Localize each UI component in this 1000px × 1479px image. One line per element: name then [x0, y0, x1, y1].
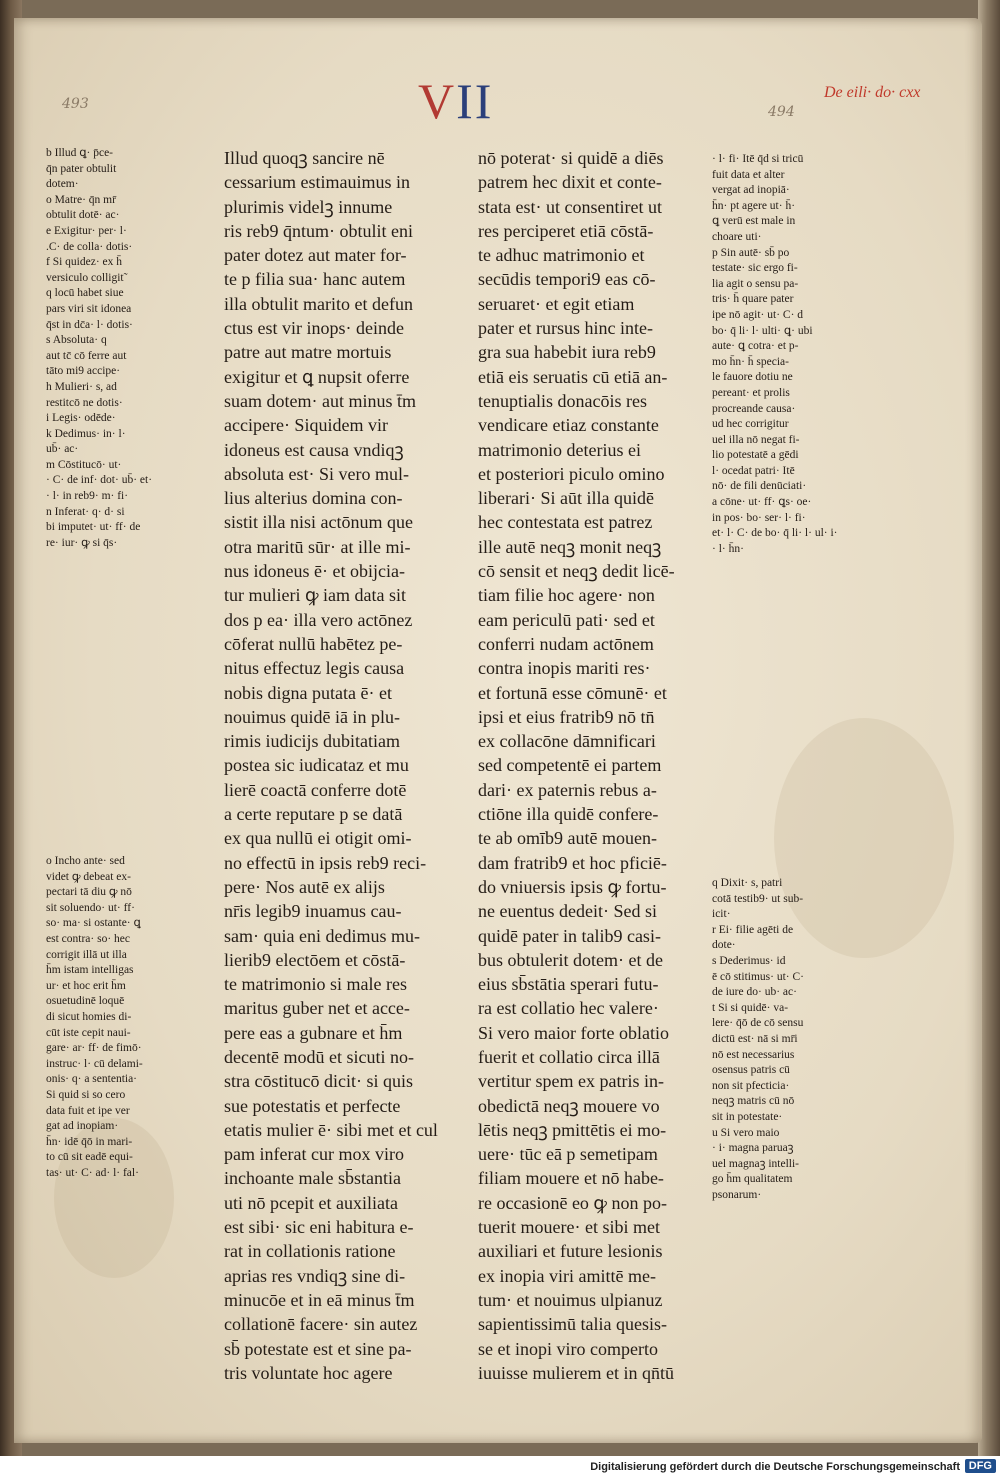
text-line: psonarum· — [712, 1188, 762, 1201]
footer-bar — [0, 1456, 1000, 1479]
text-line: cessarium estimauimus in — [224, 172, 410, 193]
text-line: ē cō stitimus· ut· C· — [712, 970, 804, 983]
text-line: restitcō ne dotis· — [46, 396, 123, 409]
text-line: dotem· — [46, 178, 79, 191]
text-line: t Si si quidē· va- — [712, 1001, 789, 1014]
text-line: gare· ar· ff· de fimō· — [46, 1042, 142, 1055]
text-line: rat in collationis ratione — [224, 1241, 396, 1262]
text-line: ille autē neqꝫ monit neqꝫ — [478, 536, 662, 557]
text-line: nō poterat· si quidē a diēs — [478, 148, 664, 168]
text-line: vergat ad inopiā· — [712, 184, 790, 197]
text-line: aute· ꝗ cotra· et p- — [712, 340, 799, 353]
text-line: h Mulieri· s, ad — [46, 380, 117, 393]
text-line: se et inopi viro comperto — [478, 1338, 658, 1359]
text-line: uti nō pcepit et auxiliata — [224, 1192, 398, 1213]
text-line: choare uti· — [712, 230, 762, 243]
running-head: De eili· do· cxx — [824, 84, 921, 101]
text-line: ex collacōne dāmnificari — [478, 731, 656, 752]
text-line: mo h̄n· h̄ specia- — [712, 355, 789, 368]
text-line: sistit illa nisi actōnum que — [224, 512, 413, 533]
text-line: ex inopia viri amittē me- — [478, 1265, 656, 1286]
text-line: secūdis tempori9 eas cō- — [478, 269, 656, 290]
text-line: versiculo colligit˜ — [46, 271, 128, 284]
text-line: pater et rursus hinc inte- — [478, 318, 653, 339]
text-line: gat ad inopiam· — [46, 1120, 119, 1133]
text-line: decentē modū et sicuti no- — [224, 1046, 414, 1067]
text-line: et· l· C· de bo· q̄ li· l· ul· i· — [712, 527, 838, 540]
text-line: e Exigitur· per· l· — [46, 224, 127, 237]
text-line: inchoante male sb̄stantia — [224, 1168, 401, 1189]
text-line: s Absoluta· q — [46, 334, 107, 347]
text-line: q locū habet siue — [46, 287, 124, 300]
text-line: n Inferat· q· d· si — [46, 505, 125, 518]
text-line: ipe nō agit· ut· C· d — [712, 308, 804, 321]
text-line: q̄n pater obtulit — [46, 162, 117, 175]
text-line: sed competentē ei partem — [478, 755, 662, 776]
text-line: bi imputet· ut· ff· de — [46, 521, 141, 534]
text-line: ipsi et eius fratrib9 nō tn̄ — [478, 706, 655, 727]
text-line: aut tc̄ cō ferre aut — [46, 349, 127, 362]
text-line: so· ma· si ostante· ꝗ — [46, 917, 141, 930]
text-line: tuerit mouere· et sibi met — [478, 1217, 660, 1238]
text-line: matrimonio deterius ei — [478, 439, 641, 460]
text-line: · C· de inf· dot· ub̄· et· — [46, 474, 153, 487]
text-line: vendicare etiaz constante — [478, 415, 659, 436]
text-line: suam dotem· aut minus t̄m — [224, 390, 416, 411]
text-line: lierē coactā conferre dotē — [224, 779, 407, 800]
text-line: o Incho ante· sed — [46, 855, 125, 867]
text-line: ur· et hoc erit h̄m — [46, 979, 126, 992]
text-line: te p filia sua· hanc autem — [224, 269, 406, 290]
text-line: obtulit dotē· ac· — [46, 209, 120, 222]
text-line: vertitur spem ex patris in- — [478, 1071, 664, 1092]
text-line: dari· ex paternis rebus a- — [478, 779, 657, 800]
text-line: o Matre· q̄n mr̄ — [46, 193, 116, 206]
text-line: obedictā neqꝫ mouere vo — [478, 1095, 660, 1116]
text-line: rimis iudicijs dubitatiam — [224, 731, 400, 752]
text-line: eam periculū pati· sed et — [478, 609, 655, 630]
text-line: hec contestata est patrez — [478, 512, 653, 533]
text-line: filiam mouere et nō habe- — [478, 1168, 664, 1189]
text-line: di sicut homies di- — [46, 1010, 132, 1023]
text-line: non sit pfecticia· — [712, 1079, 790, 1092]
text-line: re· iur· ꝙ si q̄s· — [46, 536, 118, 549]
text-line: pere· Nos autē ex alijs — [224, 876, 385, 897]
text-column-a — [224, 146, 438, 1385]
text-line: quidē pater in talib9 casi- — [478, 925, 661, 946]
text-line: osuetudinē loquē — [46, 995, 125, 1008]
text-line: patre aut matre mortuis — [224, 342, 392, 363]
text-line: b Illud ꝗ· p̄ce- — [46, 147, 114, 159]
text-line: lierib9 electōem et cōstā- — [224, 949, 406, 970]
dfg-logo: DFG — [965, 1459, 996, 1473]
text-line: te adhuc matrimonio et — [478, 245, 645, 266]
text-line: ris reb9 q̄ntum· obtulit eni — [224, 220, 413, 241]
text-line: lētis neqꝫ pmittētis ei mo- — [478, 1119, 667, 1140]
text-line: ub̄· ac· — [46, 443, 79, 456]
text-line: plurimis videlꝫ innume — [224, 196, 393, 217]
text-line: res perciperet etiā cōstā- — [478, 220, 654, 241]
text-line: corrigit illā ut illa — [46, 948, 127, 961]
text-line: etatis mulier ē· sibi met et cul — [224, 1119, 438, 1140]
text-line: le fauore dotiu ne — [712, 371, 793, 384]
text-line: ctiōne illa quidē confere- — [478, 804, 659, 825]
text-line: illa obtulit marito et defun — [224, 293, 413, 314]
text-line: neqꝫ matris cū nō — [712, 1095, 795, 1108]
text-line: .C· de colla· dotis· — [46, 240, 133, 253]
text-line: nitus effectuz legis causa — [224, 658, 405, 679]
left-gloss-bottom — [46, 854, 143, 1181]
text-line: lius alterius domina con- — [224, 488, 403, 509]
text-line: re occasionē eo ꝙ non po- — [478, 1192, 667, 1213]
text-line: fuerit et collatio circa illā — [478, 1046, 660, 1067]
text-line: tiam filie hoc agere· non — [478, 585, 655, 606]
text-line: instruc· l· cū delami- — [46, 1057, 143, 1070]
text-line: ꝗ verū est male in — [712, 215, 796, 228]
text-line: maritus guber net et acce- — [224, 998, 410, 1019]
text-line: sapientissimū talia quesis- — [478, 1314, 667, 1335]
text-line: de iure do· ub· ac· — [712, 986, 797, 999]
text-line: videt ꝙ debeat ex- — [46, 870, 131, 883]
text-line: te ab omīb9 autē mouen- — [478, 828, 657, 849]
text-line: go h̄m qualitatem — [712, 1173, 793, 1186]
text-line: sit soluendo· ut· ff· — [46, 901, 135, 914]
text-line: · l· fi· Itē q̄d si tricū — [712, 153, 804, 165]
text-line: p Sin autē· sb̄ po — [712, 246, 790, 259]
text-line: Si quid si so cero — [46, 1088, 126, 1101]
text-line: r Ei· filie agēti de — [712, 923, 794, 936]
text-line: tum· et nouimus ulpianuz — [478, 1289, 663, 1310]
text-line: Illud quoqꝫ sancire nē — [224, 148, 385, 168]
text-line: uere· tūc eā p semetipam — [478, 1144, 658, 1165]
text-line: otra maritū sūr· at ille mi- — [224, 536, 411, 557]
text-line: nō est necessarius — [712, 1048, 795, 1061]
text-line: liberari· Si aūt illa quidē — [478, 488, 654, 509]
text-line: · l· h̄n· — [712, 542, 744, 555]
text-line: conferri nudam actōnem — [478, 633, 654, 654]
folio-number-left: 493 — [62, 96, 89, 112]
text-line: i Legis· odēde· — [46, 412, 116, 425]
text-line: minucōe et in eā minus t̄m — [224, 1289, 415, 1310]
text-line: eius sb̄stātia sperari futu- — [478, 974, 659, 995]
text-line: tur mulieri ꝙ iam data sit — [224, 585, 406, 606]
text-line: no effectū in ipsis reb9 reci- — [224, 852, 427, 873]
text-line: tris· h̄ quare pater — [712, 293, 794, 306]
numeral-red-part: V — [418, 73, 457, 129]
text-line: sam· quia eni dedimus mu- — [224, 925, 420, 946]
text-line: do vniuersis ipsis ꝙ fortu- — [478, 876, 667, 897]
text-line: a cōne· ut· ff· ꝗs· oe· — [712, 496, 812, 509]
text-line: ctus est vir inops· deinde — [224, 318, 404, 339]
text-line: dam fratrib9 et hoc pficiē- — [478, 852, 667, 873]
text-line: l· ocedat patri· Itē — [712, 464, 795, 477]
text-column-b — [478, 146, 675, 1385]
text-line: pereant· et prolis — [712, 386, 790, 399]
text-line: u Si vero maio — [712, 1126, 780, 1139]
text-line: osensus patris cū — [712, 1064, 790, 1077]
text-line: a certe reputare p se datā — [224, 804, 403, 825]
text-line: onis· q· a sententia· — [46, 1073, 138, 1086]
funding-credit: Digitalisierung gefördert durch die Deutsche Forschungsgemeinschaft — [590, 1461, 960, 1473]
text-line: stra cōstitucō dicit· si quis — [224, 1071, 413, 1092]
text-line: seruaret· et egit etiam — [478, 293, 635, 314]
folio-number-right: 494 — [768, 104, 795, 120]
text-line: cūt iste cepit naui- — [46, 1026, 131, 1039]
text-line: tas· ut· C· ad· l· fal· — [46, 1166, 139, 1179]
text-line: nō· de fili denūciati· — [712, 480, 807, 493]
text-line: uel magnaꝫ intelli- — [712, 1157, 799, 1170]
text-line: ne euentus dedeit· Sed si — [478, 901, 657, 922]
text-line: nus idoneus ē· et obijcia- — [224, 561, 405, 582]
text-line: lio potestatē a gēdi — [712, 449, 799, 462]
left-gloss-top — [46, 146, 152, 551]
text-line: h̄m istam intelligas — [46, 964, 134, 977]
text-line: dictū est· nā si mr̄i — [712, 1032, 798, 1045]
text-line: ud hec corrigitur — [712, 418, 789, 431]
text-line: idoneus est causa vndiqꝫ — [224, 439, 404, 460]
text-line: collationē facere· sin autez — [224, 1314, 418, 1335]
text-line: tenuptialis donacōis res — [478, 390, 647, 411]
text-line: te matrimonio si male res — [224, 974, 407, 995]
text-line: stata est· ut consentiret ut — [478, 196, 662, 217]
text-line: patrem hec dixit et conte- — [478, 172, 662, 193]
text-line: est sibi· sic eni habitura e- — [224, 1217, 414, 1238]
text-line: accipere· Siquidem vir — [224, 415, 388, 436]
text-line: uel illa nō negat fi- — [712, 433, 800, 446]
text-line: bus obtulerit dotem· et de — [478, 949, 663, 970]
text-line: ex qua nullū ei otigit omi- — [224, 828, 412, 849]
text-line: fuit data et alter — [712, 168, 785, 181]
text-line: pars viri sit idonea — [46, 302, 132, 315]
text-line: tris voluntate hoc agere — [224, 1362, 393, 1383]
text-line: et fortunā esse cōmunē· et — [478, 682, 667, 703]
text-line: procreande causa· — [712, 402, 796, 415]
text-line: h̄n· idē q̄ō in mari- — [46, 1135, 133, 1148]
text-line: icit· — [712, 908, 731, 921]
text-line: pere eas a gubnare et h̄m — [224, 1022, 403, 1043]
text-line: in pos· bo· ser· l· fi· — [712, 511, 806, 524]
text-line: postea sic iudicataz et mu — [224, 755, 409, 776]
text-line: tāto mi9 accipe· — [46, 365, 121, 378]
text-line: to cū sit eadē equi- — [46, 1151, 133, 1164]
text-line: f Si quidez· ex h̄ — [46, 256, 123, 269]
text-line: pam inferat cur mox viro — [224, 1144, 404, 1165]
text-line: et posteriori piculo omino — [478, 463, 665, 484]
text-line: dote· — [712, 939, 736, 952]
text-line: aprias res vndiqꝫ sine di- — [224, 1265, 406, 1286]
text-line: cō sensit et neqꝫ dedit licē- — [478, 561, 675, 582]
text-line: bo· q̄ li· l· ulti· ꝗ· ubi — [712, 324, 813, 337]
text-line: absoluta est· Si vero mul- — [224, 463, 409, 484]
text-line: iuuisse mulierem et in qn̄tū — [478, 1362, 674, 1383]
text-line: ra est collatio hec valere· — [478, 998, 659, 1019]
text-line: pectari tā diu ꝙ nō — [46, 886, 132, 899]
text-line: lia agit o sensu pa- — [712, 277, 799, 290]
text-line: m Cōstitucō· ut· — [46, 458, 122, 471]
text-line: q̄st in dc̄a· l· dotis· — [46, 318, 133, 331]
chapter-numeral — [418, 73, 494, 129]
text-line: dos p ea· illa vero actōnez — [224, 609, 413, 630]
text-line: cotā testib9· ut sub- — [712, 892, 804, 905]
text-line: nr̄is legib9 inuamus cau- — [224, 901, 402, 922]
text-line: data fuit et ipe ver — [46, 1104, 130, 1117]
right-gloss-top — [712, 152, 838, 557]
numeral-blue-part: II — [456, 73, 494, 129]
text-line: h̄n· pt agere ut· h̄· — [712, 199, 796, 212]
right-gloss-bottom — [712, 876, 804, 1203]
text-line: · l· in reb9· m· fi· — [46, 490, 129, 503]
text-line: s Dederimus· id — [712, 954, 786, 967]
text-line: q Dixit· s, patri — [712, 877, 783, 889]
text-line: contra inopis mariti res· — [478, 658, 651, 679]
text-line: nobis digna putata ē· et — [224, 682, 392, 703]
text-line: lere· q̄ō de cō sensu — [712, 1017, 804, 1030]
text-line: gra sua habebit iura reb9 — [478, 342, 656, 363]
text-line: testate· sic ergo fi- — [712, 262, 798, 275]
text-line: sb̄ potestate est et sine pa- — [224, 1338, 412, 1359]
text-line: pater dotez aut mater for- — [224, 245, 407, 266]
text-line: etiā eis seruatis cū etiā an- — [478, 366, 668, 387]
text-line: k Dedimus· in· l· — [46, 427, 126, 440]
text-line: sue potestatis et perfecte — [224, 1095, 401, 1116]
text-line: est contra· so· hec — [46, 932, 130, 945]
text-line: sit in potestate· — [712, 1110, 783, 1123]
text-line: nouimus quidē iā in plu- — [224, 706, 400, 727]
text-line: · i· magna paruaꝫ — [712, 1142, 794, 1155]
text-line: exigitur et ꝗ nupsit oferre — [224, 366, 410, 387]
text-line: auxiliari et future lesionis — [478, 1241, 663, 1262]
text-line: cōferat nullū habētez pe- — [224, 633, 403, 654]
text-line: Si vero maior forte oblatio — [478, 1022, 669, 1043]
